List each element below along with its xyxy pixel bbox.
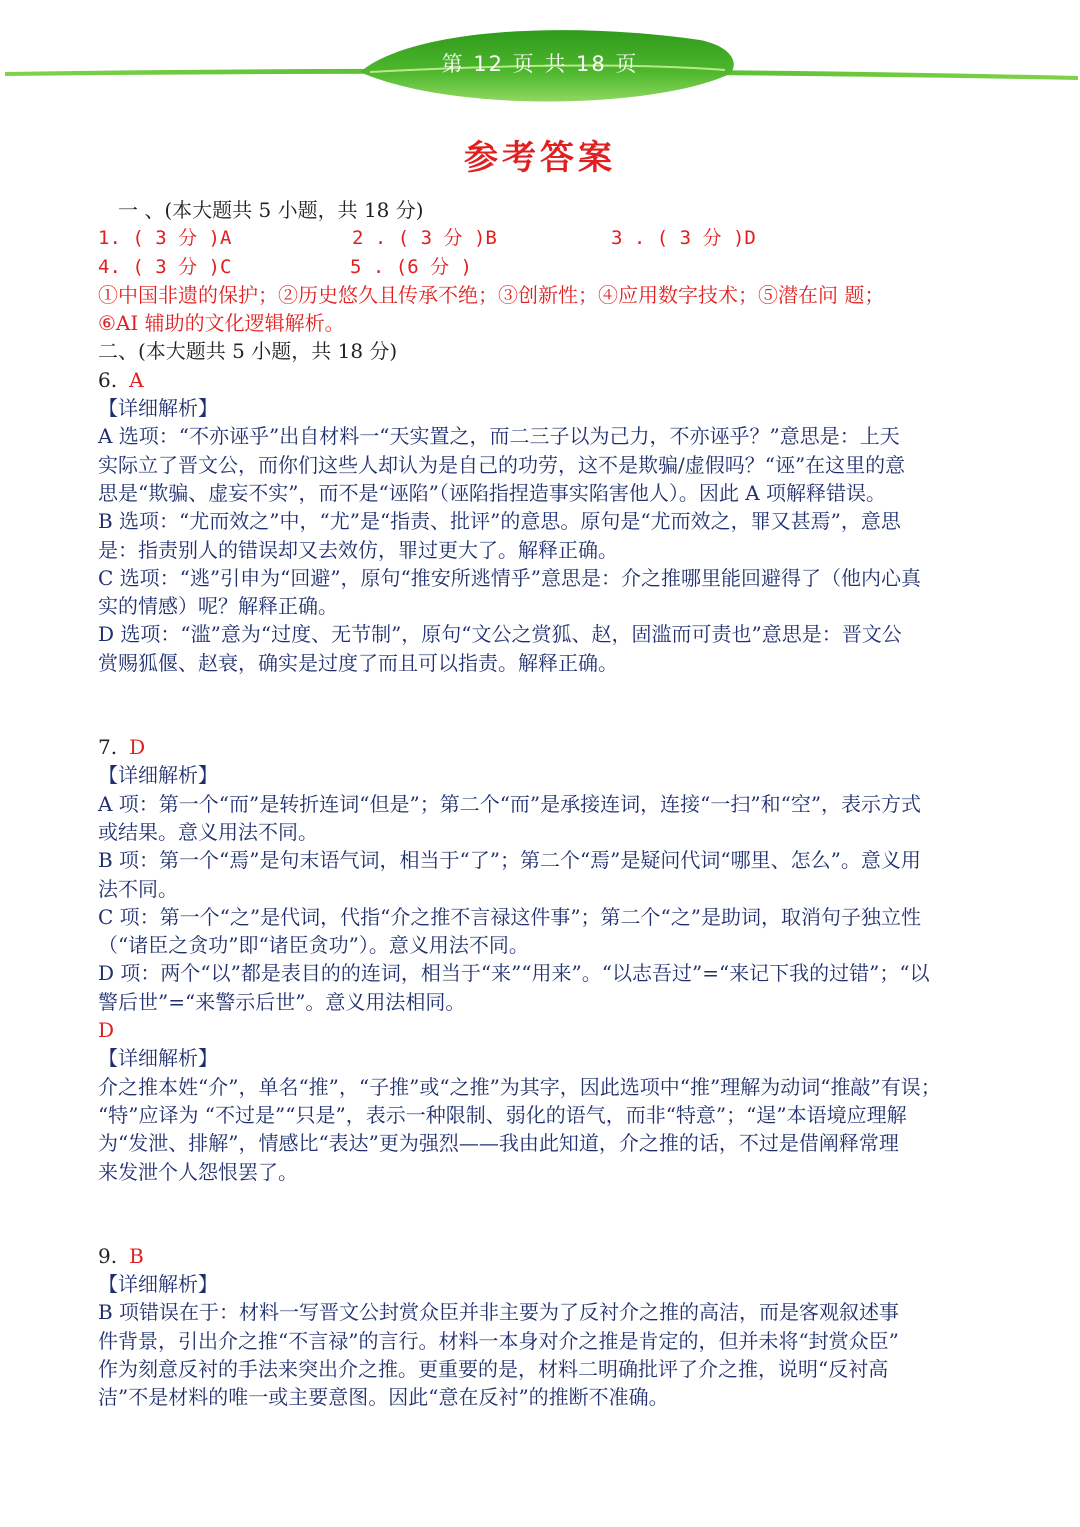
- q5-answer-line-2: ⑥AI 辅助的文化逻辑解析。: [98, 311, 345, 336]
- answer-content: [98, 196, 998, 1412]
- answer-q5: 5 . (6 分 ): [350, 255, 472, 278]
- analysis-line: 法不同。: [98, 876, 178, 901]
- page-title: 参考答案: [464, 138, 616, 178]
- analysis-line: C 项：第一个“之”是代词，代指“介之推不言禄这件事”；第二个“之”是助词，取消句子独立性: [98, 904, 922, 929]
- header-banner: [0, 0, 1080, 130]
- answer-q3: 3 . ( 3 分 )D: [611, 227, 756, 250]
- analysis-line: A 选项：“不亦诬乎”出自材料一“天实置之，而二三子以为己力，不亦诬乎？”意思是：上天: [98, 424, 900, 449]
- question-answer: D: [129, 735, 146, 760]
- question-9-header: [98, 1242, 998, 1270]
- question-8-answer: D: [98, 1018, 115, 1043]
- spacer: [98, 705, 998, 733]
- analysis-line: C 选项：“逃”引申为“回避”，原句“推安所逃情乎”意思是：介之推哪里能回避得了（他内心真: [98, 565, 922, 590]
- analysis-line: D 项：两个“以”都是表目的的连词，相当于“来”“用来”。“以志吾过”=“来记下我的过错”；“以: [98, 961, 930, 986]
- question-answer: B: [129, 1243, 144, 1268]
- answers-row-1: [98, 224, 998, 252]
- spacer: [98, 1214, 998, 1242]
- analysis-line: B 选项：“尤而效之”中，“尤”是“指责、批评”的意思。原句是“尤而效之，罪又甚焉”，意思: [98, 509, 901, 534]
- page-indicator: 第 12 页 共 18 页: [441, 52, 639, 76]
- q5-answer-line-1: ①中国非遗的保护；②历史悠久且传承不绝；③创新性；④应用数字技术；⑤潜在问 题；: [98, 282, 885, 307]
- analysis-line: “特”应译为 “不过是”“只是”，表示一种限制、弱化的语气，而非“特意”；“逞”本语境应理解: [98, 1102, 907, 1127]
- analysis-line: 是：指责别人的错误却又去效仿，罪过更大了。解释正确。: [98, 537, 618, 562]
- answer-q1: 1. ( 3 分 )A: [98, 227, 232, 250]
- analysis-line: 实的情感）呢？解释正确。: [98, 594, 338, 619]
- question-7-header: [98, 733, 998, 761]
- analysis-label: 【详细解析】: [98, 763, 218, 788]
- analysis-line: 件背景，引出介之推“不言禄”的言行。材料一本身对介之推是肯定的，但并未将“封赏众臣”: [98, 1328, 899, 1353]
- question-number: 6.: [98, 367, 118, 392]
- analysis-label: 【详细解析】: [98, 1046, 218, 1071]
- analysis-label: 【详细解析】: [98, 396, 218, 421]
- analysis-line: 或结果。意义用法不同。: [98, 819, 318, 844]
- analysis-line: B 项错误在于：材料一写晋文公封赏众臣并非主要为了反衬介之推的高洁，而是客观叙述事: [98, 1300, 900, 1325]
- answers-row-2: [98, 253, 998, 281]
- spacer: [98, 1186, 998, 1214]
- question-answer: A: [129, 367, 144, 392]
- question-6-header: [98, 366, 998, 394]
- analysis-line: B 项：第一个“焉”是句末语气词，相当于“了”；第二个“焉”是疑问代词“哪里、怎么”。意义用: [98, 848, 921, 873]
- analysis-line: 思是“欺骗、虚妄不实”，而不是“诬陷”（诬陷指捏造事实陷害他人）。因此 A 项解释错误。: [98, 480, 887, 505]
- section-2-heading: 二、(本大题共 5 小题，共 18 分): [98, 339, 398, 364]
- analysis-label: 【详细解析】: [98, 1272, 218, 1297]
- analysis-line: 为“发泄、排解”，情感比“表达”更为强烈——我由此知道，介之推的话，不过是借阐释常理: [98, 1131, 899, 1156]
- analysis-line: 赏赐狐偃、赵衰，确实是过度了而且可以指责。解释正确。: [98, 650, 618, 675]
- question-number: 7.: [98, 735, 118, 760]
- spacer: [98, 677, 998, 705]
- analysis-line: 警后世”=“来警示后世”。意义用法相同。: [98, 989, 466, 1014]
- section-1-heading: 一 、(本大题共 5 小题，共 18 分): [118, 198, 424, 222]
- answer-q2: 2 . ( 3 分 )B: [352, 227, 497, 250]
- analysis-line: 介之推本姓“介”，单名“推”，“子推”或“之推”为其字，因此选项中“推”理解为动词“推敲”有误；: [98, 1074, 941, 1099]
- analysis-line: A 项：第一个“而”是转折连词“但是”；第二个“而”是承接连词，连接“一扫”和“空”，表示方式: [98, 791, 922, 816]
- analysis-line: 作为刻意反衬的手法来突出介之推。更重要的是，材料二明确批评了介之推，说明“反衬高: [98, 1356, 889, 1381]
- analysis-line: 来发泄个人怨恨罢了。: [98, 1159, 298, 1184]
- answer-q4: 4. ( 3 分 )C: [98, 255, 232, 278]
- analysis-line: （“诸臣之贪功”即“诸臣贪功”）。意义用法不同。: [98, 933, 529, 958]
- analysis-line: 洁”不是材料的唯一或主要意图。因此“意在反衬”的推断不准确。: [98, 1385, 669, 1410]
- question-number: 9.: [98, 1243, 118, 1268]
- analysis-line: D 选项：“滥”意为“过度、无节制”，原句“文公之赏狐、赵，固滥而可责也”意思是：晋文公: [98, 622, 902, 647]
- analysis-line: 实际立了晋文公，而你们这些人却认为是自己的功劳，这不是欺骗/虚假吗？“诬”在这里的意: [98, 452, 906, 477]
